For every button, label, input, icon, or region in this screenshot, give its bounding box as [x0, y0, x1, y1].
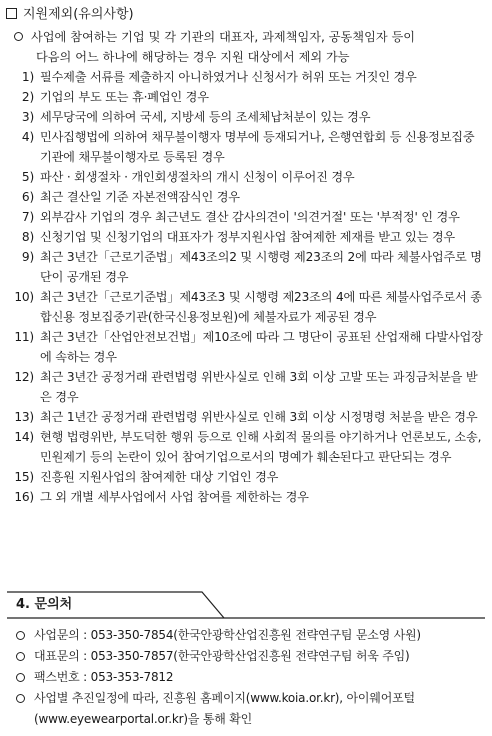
item-text: 그 외 개별 세부사업에서 사업 참여를 제한하는 경우	[40, 490, 309, 504]
circle-bullet-icon	[14, 667, 34, 688]
item-number: 1)	[21, 70, 34, 84]
item-text: 파산 · 회생절차 · 개인회생절차의 개시 신청이 이루어진 경우	[40, 170, 355, 184]
item-text: 최근 3년간 공정거래 관련법령 위반사실로 인해 3회 이상 고발 또는 과징금처분을 받은 경우	[40, 370, 478, 404]
exclusion-item	[0, 87, 492, 107]
exclusion-item	[0, 227, 492, 247]
item-text: 최근 1년간 공정거래 관련법령 위반사실로 인해 3회 이상 시정명령 처분을 받은 경우	[40, 410, 478, 424]
contact-item	[14, 625, 484, 646]
item-number: 7)	[21, 210, 34, 224]
intro-line-1	[14, 27, 484, 47]
item-number: 13)	[14, 410, 34, 424]
exclusion-item	[0, 467, 492, 487]
item-number: 8)	[21, 230, 34, 244]
item-number: 14)	[14, 430, 34, 444]
item-text: 현행 법령위반, 부도덕한 행위 등으로 인해 사회적 물의를 야기하거나 언론보도, 소송, 민원제기 등의 논란이 있어 참여기업으로서의 명예가 훼손된다고 판단되는 경우	[40, 430, 482, 464]
contact-text: 대표문의 : 053-350-7857(한국안광학산업진흥원 전략연구팀 허욱 주임)	[34, 649, 410, 663]
item-text: 민사집행법에 의하여 채무불이행자 명부에 등재되거나, 은행연합회 등 신용정보집중기관에 채무불이행자로 등록된 경우	[40, 130, 475, 164]
item-text: 필수제출 서류를 제출하지 아니하였거나 신청서가 허위 또는 거짓인 경우	[40, 70, 417, 84]
contact-text: 팩스번호 : 053-353-7812	[34, 670, 174, 684]
section-heading	[6, 6, 134, 24]
item-number: 4)	[21, 130, 34, 144]
item-number: 10)	[14, 290, 34, 304]
inquiry-section-tab	[6, 591, 486, 619]
item-number: 2)	[21, 90, 34, 104]
circle-bullet-icon	[14, 625, 34, 646]
item-text: 신청기업 및 신청기업의 대표자가 정부지원사업 참여제한 제재를 받고 있는 경우	[40, 230, 455, 244]
contact-item	[14, 646, 484, 667]
circle-bullet-icon	[14, 688, 34, 730]
exclusion-item	[0, 207, 492, 227]
checkbox-square-icon	[6, 8, 17, 19]
item-text: 세무당국에 의하여 국세, 지방세 등의 조세체납처분이 있는 경우	[40, 110, 371, 124]
item-number: 3)	[21, 110, 34, 124]
exclusion-item	[0, 67, 492, 87]
contact-item	[14, 667, 484, 688]
circle-bullet-icon	[14, 32, 23, 41]
exclusion-item	[0, 127, 492, 167]
item-number: 9)	[21, 250, 34, 264]
exclusion-item	[0, 287, 492, 327]
item-text: 최근 결산일 기준 자본전액잠식인 경우	[40, 190, 240, 204]
exclusion-item	[0, 487, 492, 507]
exclusion-list	[0, 67, 492, 507]
item-text: 최근 3년간「근로기준법」제43조의2 및 시행령 제23조의 2에 따라 체불사업주로 명단이 공개된 경우	[40, 250, 482, 284]
inquiry-title: 4. 문의처	[16, 597, 73, 612]
item-text: 진흥원 지원사업의 참여제한 대상 기업인 경우	[40, 470, 279, 484]
exclusion-item	[0, 327, 492, 367]
intro-line-2: 다음의 어느 하나에 해당하는 경우 지원 대상에서 제외 가능	[36, 50, 350, 64]
item-number: 16)	[14, 490, 34, 504]
exclusion-item	[0, 107, 492, 127]
exclusion-item	[0, 247, 492, 287]
intro-paragraph	[14, 27, 484, 67]
item-number: 15)	[14, 470, 34, 484]
exclusion-item	[0, 407, 492, 427]
exclusion-item	[0, 187, 492, 207]
circle-bullet-icon	[14, 646, 34, 667]
contact-list	[14, 625, 484, 730]
item-number: 6)	[21, 190, 34, 204]
item-number: 11)	[14, 330, 34, 344]
item-text: 외부감사 기업의 경우 최근년도 결산 감사의견이 '의견거절' 또는 '부적정' 인 경우	[40, 210, 460, 224]
section-title: 지원제외(유의사항)	[23, 7, 134, 22]
contact-text: 사업문의 : 053-350-7854(한국안광학산업진흥원 전략연구팀 문소영 사원)	[34, 628, 421, 642]
item-text: 기업의 부도 또는 휴·폐업인 경우	[40, 90, 209, 104]
item-text: 최근 3년간「산업안전보건법」제10조에 따라 그 명단이 공표된 산업재해 다발사업장에 속하는 경우	[40, 330, 483, 364]
exclusion-item	[0, 367, 492, 407]
exclusion-item	[0, 167, 492, 187]
intro-text-1: 사업에 참여하는 기업 및 각 기관의 대표자, 과제책임자, 공동책임자 등이	[31, 30, 416, 44]
contact-item	[14, 688, 484, 730]
contact-text: 사업별 추진일정에 따라, 진흥원 홈페이지(www.koia.or.kr), 아이웨어포털(www.eyewearportal.or.kr)을 통해 확인	[34, 691, 415, 726]
item-text: 최근 3년간「근로기준법」제43조3 및 시행령 제23조의 4에 따른 체불사업주로서 종합신용 정보집중기관(한국신용정보원)에 체불자료가 제공된 경우	[40, 290, 482, 324]
exclusion-item	[0, 427, 492, 467]
item-number: 12)	[14, 370, 34, 384]
section-tab-shape	[6, 591, 486, 619]
item-number: 5)	[21, 170, 34, 184]
